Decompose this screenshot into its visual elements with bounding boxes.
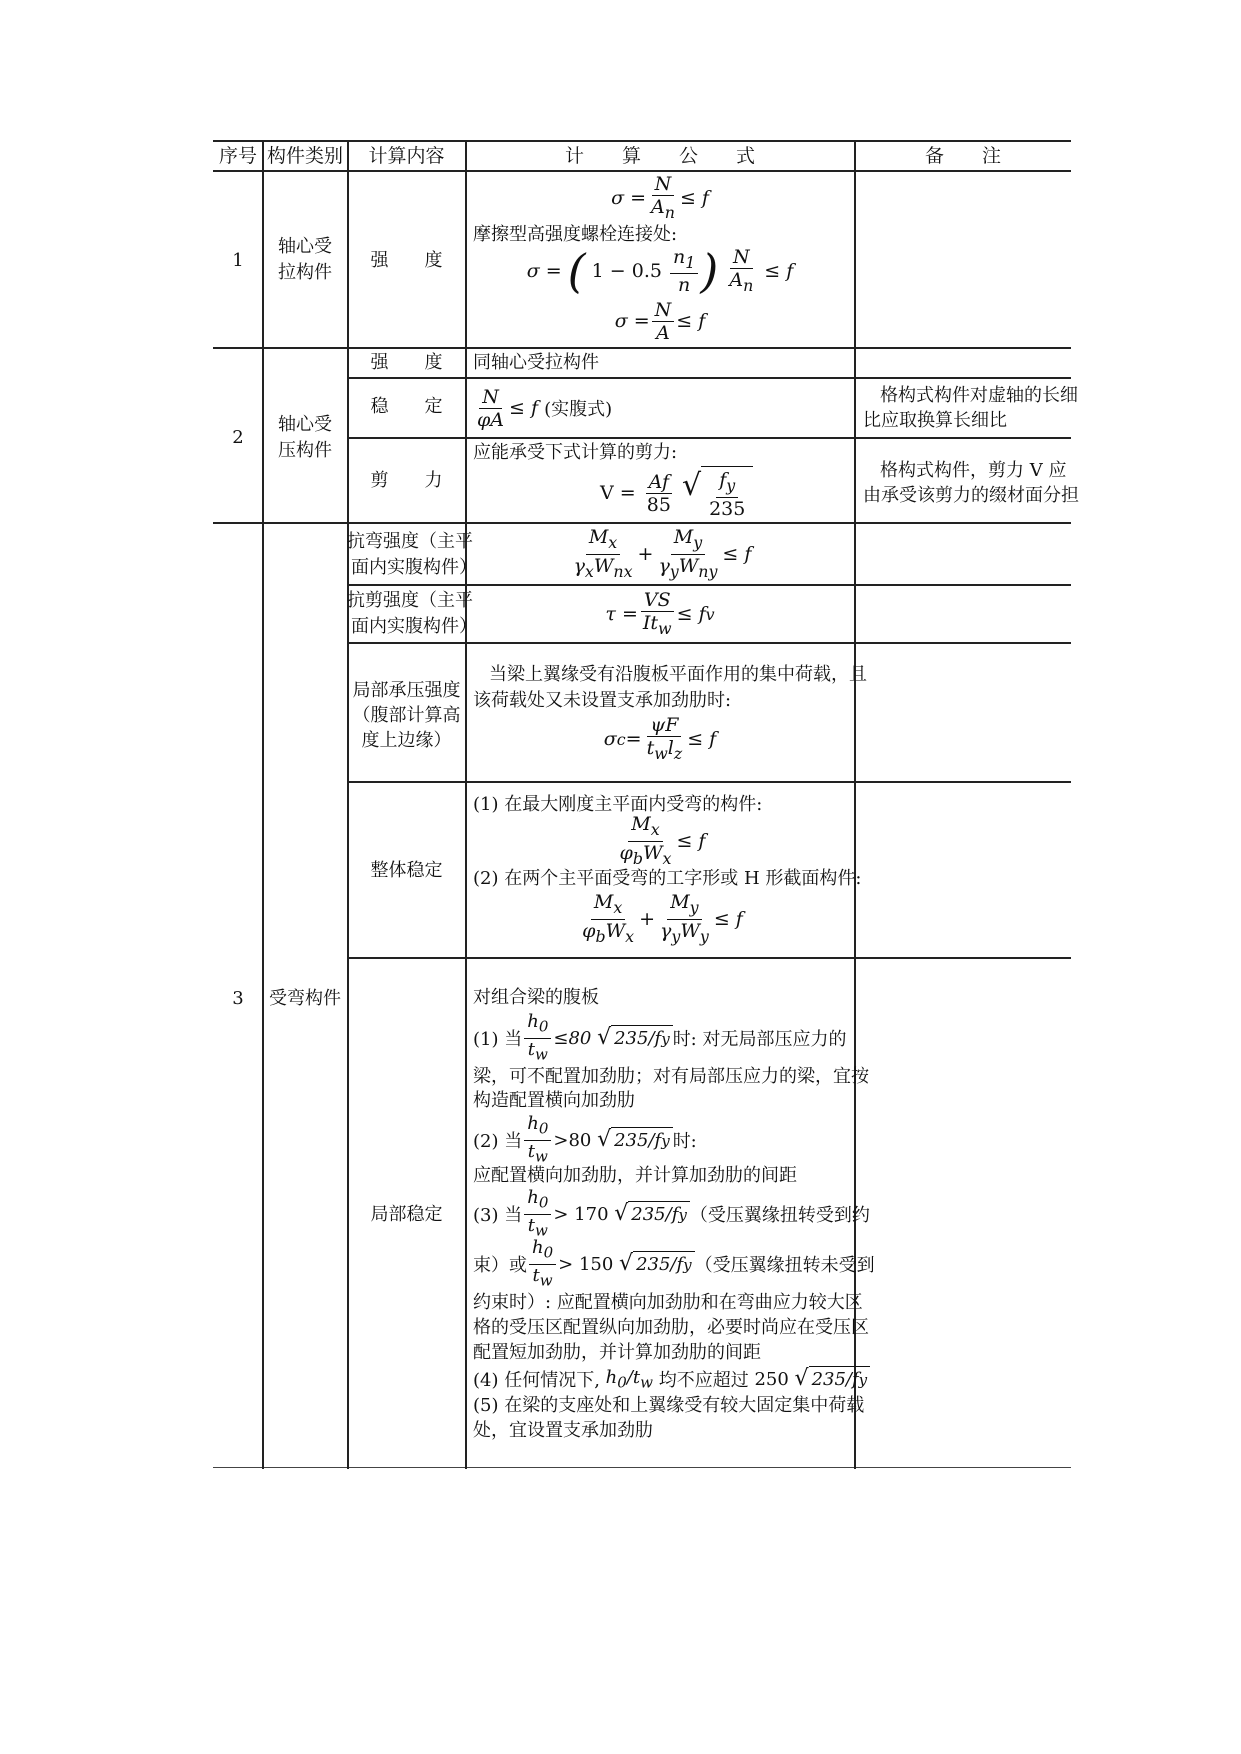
row1-category-line2: 拉构件 — [278, 262, 332, 283]
row2-strength-content: 强 度 — [370, 352, 443, 373]
item2-prefix: (2) 当 — [473, 1131, 523, 1152]
local-bearing-content-line1: 局部承压强度 — [352, 680, 461, 701]
local-stability-item3b: 束）或 $\frac{h_0}{t_w}$ > 150 √ 235/f y （受压翼缘扭转未受到 — [473, 1236, 875, 1290]
formula-overall-stability-2: $\frac{M_x}{\varphi_bW_x}$ + $\frac{M_y}{\gamma_yW_y}$ ≤ f — [582, 890, 743, 946]
formula-shear-force: V = $\frac{Af}{85}$ √ $\frac{f_y}{235}$ — [600, 466, 753, 520]
item3-suffix: （受压翼缘扭转受到约 — [689, 1205, 870, 1226]
formula-shear-strength: τ = $\frac{VS}{It_w}$ ≤ f v — [605, 588, 715, 638]
row2-category-line2: 压构件 — [278, 440, 332, 461]
local-stability-item1-line2: 梁，可不配置加劲肋；对有局部压应力的梁，宜按 — [473, 1066, 869, 1087]
col-line-2 — [347, 140, 349, 1469]
item3b-prefix: 束）或 — [473, 1255, 527, 1276]
row1-no: 1 — [232, 250, 244, 271]
formula-tension-bolt: σ = ( 1 − 0.5 $\frac{n_1}{n}$ ) $\frac{N}{A_n}$ ≤ f — [526, 244, 794, 298]
local-stability-item3-line4: 格的受压区配置纵向加劲肋，必要时尚应在受压区 — [473, 1317, 869, 1338]
item4-prefix: (4) 任何情况下, — [473, 1370, 600, 1391]
item3b-suffix: （受压翼缘扭转未受到 — [694, 1255, 875, 1276]
row2-shear-note-line1: 格构式构件，剪力 V 应 — [880, 460, 1067, 481]
header-note: 备 注 — [924, 145, 1001, 167]
rule-r3-c — [347, 781, 1071, 783]
local-stability-item4: (4) 任何情况下, $h_0/t_w$ 均不应超过 250 √ 235/f y — [473, 1364, 870, 1394]
row3-no: 3 — [232, 988, 244, 1009]
row1-content: 强 度 — [370, 250, 443, 271]
header-no: 序号 — [218, 145, 257, 167]
header-formula: 计 算 公 式 — [564, 145, 755, 167]
row1-category-line1: 轴心受 — [278, 236, 332, 257]
formula-tension-net: σ = $\frac{N}{A_n}$ ≤ f — [611, 172, 709, 222]
local-stability-item3-line3: 约束时）: 应配置横向加劲肋和在弯曲应力较大区 — [473, 1292, 863, 1313]
bending-strength-content-line1: 抗弯强度（主平 — [347, 531, 473, 552]
local-stability-item5-line1: (5) 在梁的支座处和上翼缘受有较大固定集中荷载 — [473, 1395, 865, 1416]
rule-row2-bottom — [213, 522, 1071, 524]
item2-suffix: 时: — [672, 1131, 697, 1152]
header-content: 计算内容 — [368, 145, 445, 167]
row2-shear-note-line2: 由承受该剪力的缀材面分担 — [863, 485, 1079, 506]
row3-category: 受弯构件 — [269, 988, 341, 1009]
local-stability-item3-line5: 配置短加劲肋，并计算加劲肋的间距 — [473, 1342, 761, 1363]
formula-bending-strength: $\frac{M_x}{\gamma_xW_{nx}}$ + $\frac{M_y}{\gamma_yW_{ny}}$ ≤ f — [573, 525, 752, 581]
rule-top — [213, 140, 1071, 142]
row1-friction-text: 摩擦型高强度螺栓连接处: — [473, 224, 678, 245]
rule-r2-a — [347, 377, 1071, 379]
row2-no: 2 — [232, 427, 244, 448]
item3-prefix: (3) 当 — [473, 1205, 523, 1226]
formula-compression-stability: $\frac{N}{\varphi A}$ ≤ f (实腹式) — [477, 385, 613, 431]
rule-r2-b — [347, 437, 1071, 439]
header-category: 构件类别 — [266, 145, 343, 167]
shear-strength-content-line2: 面内实腹构件） — [351, 616, 477, 637]
local-bearing-content-line3: 度上边缘） — [361, 730, 452, 751]
item1-suffix: 时: 对无局部压应力的 — [672, 1029, 847, 1050]
rule-r3-b — [347, 642, 1071, 644]
row2-shear-text: 应能承受下式计算的剪力: — [473, 442, 678, 463]
item4-middle: 均不应超过 — [658, 1370, 749, 1391]
local-stability-content: 局部稳定 — [370, 1204, 443, 1225]
bending-strength-content-line2: 面内实腹构件） — [351, 557, 477, 578]
overall-stability-item2: (2) 在两个主平面受弯的工字形或 H 形截面构件: — [473, 868, 862, 889]
local-stability-intro: 对组合梁的腹板 — [473, 987, 599, 1008]
local-bearing-text-line1: 当梁上翼缘受有沿腹板平面作用的集中荷载，且 — [489, 664, 867, 685]
formula-tension-gross: σ = $\frac{N}{A}$ ≤ f — [614, 298, 706, 344]
row2-stability-note-line2: 比应取换算长细比 — [863, 410, 1007, 431]
shear-strength-content-line1: 抗剪强度（主平 — [347, 590, 473, 611]
row2-strength-formula: 同轴心受拉构件 — [473, 352, 599, 373]
local-stability-item5-line2: 处，宜设置支承加劲肋 — [473, 1420, 653, 1441]
overall-stability-content: 整体稳定 — [370, 860, 443, 881]
local-stability-item1-line3: 构造配置横向加劲肋 — [473, 1090, 635, 1111]
local-stability-item2-line2: 应配置横向加劲肋，并计算加劲肋的间距 — [473, 1165, 797, 1186]
local-stability-item1: (1) 当 $\frac{h_0}{t_w}$ ≤80 √ 235/f y 时: 对无局部压应力的 — [473, 1010, 847, 1064]
rule-bottom — [213, 1467, 1071, 1468]
formula-overall-stability-1: $\frac{M_x}{\varphi_bW_x}$ ≤ f — [619, 812, 706, 868]
formula-local-bearing: σ c = $\frac{\psi F}{t_wl_z}$ ≤ f — [603, 713, 717, 763]
row2-category-line1: 轴心受 — [278, 414, 332, 435]
row2-shear-content: 剪 力 — [370, 470, 443, 491]
item1-prefix: (1) 当 — [473, 1029, 523, 1050]
local-stability-item3: (3) 当 $\frac{h_0}{t_w}$ > 170 √ 235/f y （受压翼缘扭转受到约 — [473, 1186, 870, 1240]
local-stability-item2: (2) 当 $\frac{h_0}{t_w}$ >80 √ 235/f y 时: — [473, 1112, 697, 1166]
rule-r3-d — [347, 957, 1071, 959]
rule-r3-a — [347, 584, 1071, 586]
local-bearing-text-line2: 该荷载处又未设置支承加劲肋时: — [473, 690, 732, 711]
rule-row1-bottom — [213, 347, 1071, 349]
local-bearing-content-line2: （腹部计算高 — [352, 705, 461, 726]
row2-stability-note-line1: 格构式构件对虚轴的长细 — [880, 385, 1078, 406]
rule-header-bottom — [213, 170, 1071, 172]
col-line-1 — [262, 140, 264, 1469]
row2-stability-content: 稳 定 — [370, 396, 443, 417]
overall-stability-item1: (1) 在最大刚度主平面内受弯的构件: — [473, 794, 763, 815]
stability-solid-web-note: (实腹式) — [544, 399, 613, 420]
